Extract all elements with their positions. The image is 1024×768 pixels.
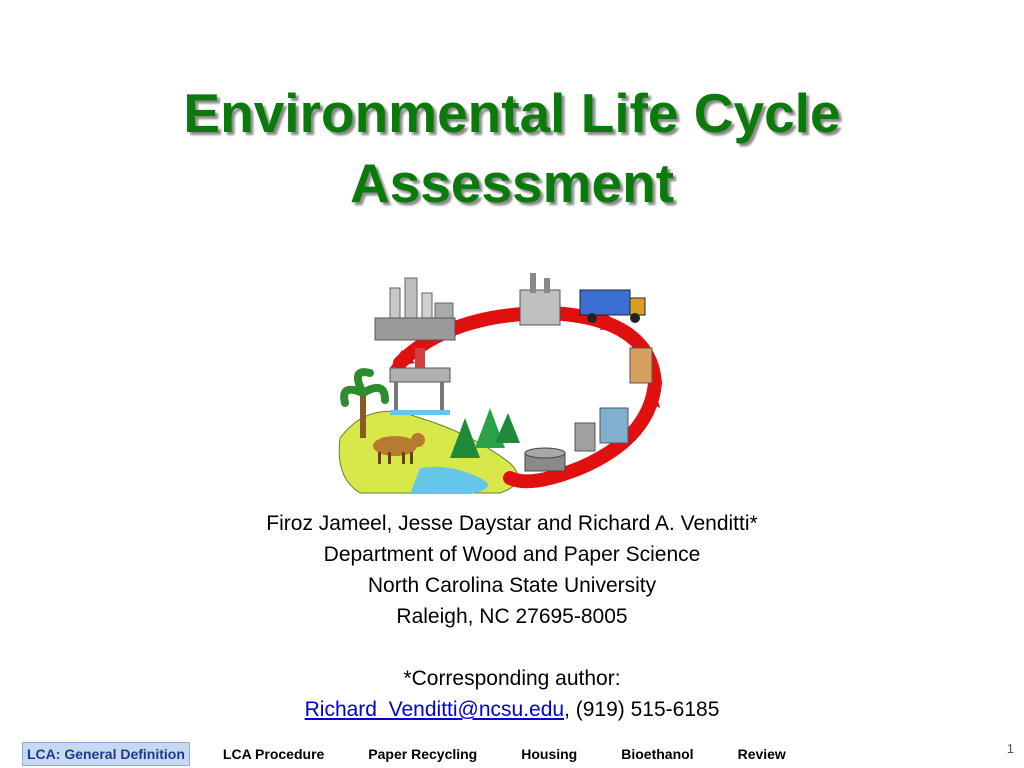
corresponding-author-label: *Corresponding author: xyxy=(403,667,621,690)
email-link[interactable]: Richard_Venditti@ncsu.edu xyxy=(304,698,565,721)
nav-paper-recycling[interactable]: Paper Recycling xyxy=(368,745,478,762)
page-number: 1 xyxy=(1006,741,1014,756)
nav-housing[interactable]: Housing xyxy=(521,745,578,762)
nav-bioethanol[interactable]: Bioethanol xyxy=(621,745,694,762)
authors-department: Department of Wood and Paper Science xyxy=(323,543,701,566)
buildings-icon xyxy=(575,348,652,451)
nav-lca-procedure[interactable]: LCA Procedure xyxy=(222,745,325,762)
contact-line xyxy=(0,694,1024,725)
refinery-icon xyxy=(375,278,455,340)
authors-university: North Carolina State University xyxy=(367,574,657,597)
section-nav xyxy=(22,741,786,766)
life-cycle-illustration xyxy=(330,268,690,498)
authors-address: Raleigh, NC 27695-8005 xyxy=(396,605,628,628)
nav-lca-general-definition[interactable]: LCA: General Definition xyxy=(22,742,190,766)
title-line-2: Assessment xyxy=(349,152,675,214)
spacer xyxy=(0,632,1024,663)
title-line-1: Environmental Life Cycle xyxy=(183,82,841,144)
landfill-icon xyxy=(525,448,565,471)
factory-icon xyxy=(520,273,560,325)
authors-names: Firoz Jameel, Jesse Daystar and Richard A. Venditti* xyxy=(266,512,758,535)
author-block xyxy=(0,508,1024,725)
nav-review[interactable]: Review xyxy=(737,745,786,762)
phone-number: , (919) 515-6185 xyxy=(564,698,720,721)
slide-title xyxy=(0,78,1024,218)
